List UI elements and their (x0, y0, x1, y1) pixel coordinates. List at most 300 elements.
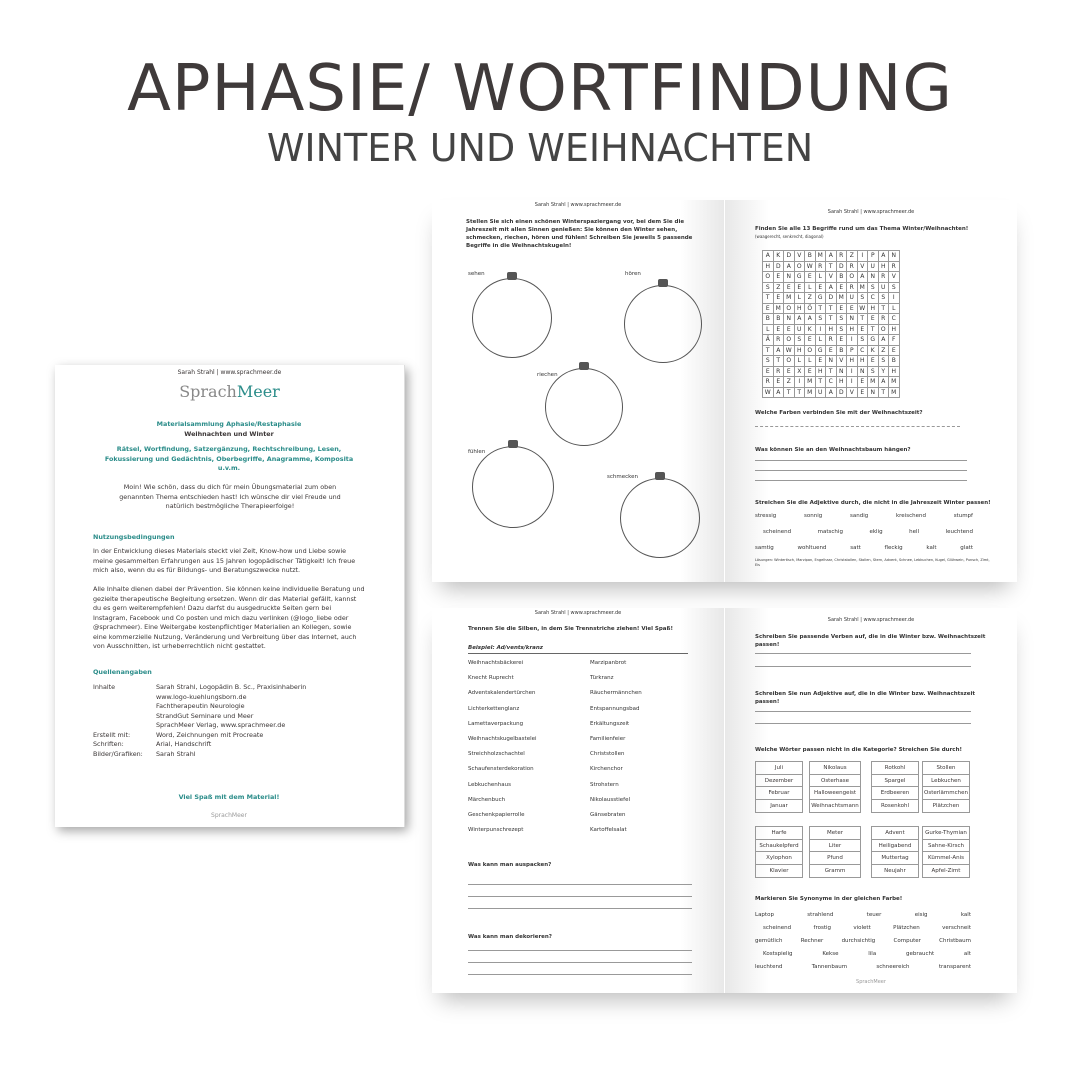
syllable-word: Weihnachtskugelbastelei (468, 736, 537, 743)
ornament-circle (472, 446, 554, 528)
grid-cell: O (847, 272, 858, 283)
category-word: Pfund (810, 852, 860, 865)
synonym-word: Rechner (800, 938, 824, 944)
adjective-word: samtig (755, 545, 774, 551)
grid-cell: L (815, 335, 826, 346)
syllable-word: Kirchenchor (590, 766, 623, 773)
instruction: Finden Sie alle 13 Begriffe rund um das Thema Winter/Weihnachten! (755, 226, 969, 232)
grid-cell: H (889, 324, 900, 335)
syllable-word: Marzipanbrot (590, 660, 627, 666)
grid-cell: Z (847, 251, 858, 262)
grid-cell: A (826, 251, 837, 262)
grid-row (763, 335, 900, 346)
cover-page (55, 365, 405, 827)
synonym-word: gemütlich (755, 938, 783, 944)
grid-cell: O (763, 272, 774, 283)
source-key (93, 712, 156, 722)
question-unwrap: Was kann man auspacken? (468, 862, 552, 868)
category-word: Weihnachtsmann (811, 802, 859, 809)
grid-cell: T (763, 293, 774, 304)
grid-cell: G (815, 345, 826, 356)
grid-cell: L (889, 303, 900, 314)
grid-cell: S (857, 335, 868, 346)
synonym-word: alt (963, 951, 971, 957)
grid-cell: H (868, 303, 879, 314)
category-word: Neujahr (884, 867, 906, 874)
topics-list: Rätsel, Wortfindung, Satzergänzung, Rechtschreibung, Lesen, Fokussierung und Gedächtnis, Oberbegriffe, Anagramme, Komposita u.v.m. (104, 445, 354, 472)
grid-cell: E (836, 303, 847, 314)
grid-cell: E (794, 282, 805, 293)
adjective-word: sonnig (804, 513, 823, 519)
book-spread-1 (432, 200, 1017, 582)
answer-line[interactable] (468, 950, 692, 951)
syllable-word: Knecht Ruprecht (468, 675, 514, 682)
syllable-column-1 (468, 656, 588, 838)
grid-cell: H (763, 261, 774, 272)
adjective-row (755, 528, 973, 536)
grid-cell: M (857, 282, 868, 293)
logo-part-b: Meer (236, 382, 280, 401)
question-decorate: Was kann man dekorieren? (468, 934, 552, 940)
synonym-row (755, 948, 971, 961)
grid-row (763, 345, 900, 356)
adjective-word: satt (850, 545, 861, 551)
grid-cell: A (878, 377, 889, 388)
terms-title: Nutzungsbedingungen (93, 533, 175, 541)
category-word: Halloweengeist (810, 787, 860, 800)
grid-cell: T (815, 377, 826, 388)
category-box (922, 826, 970, 878)
terms-paragraph-1: In der Entwicklung dieses Materials steckt viel Zeit, Know-how und Liebe sowie meine gesammelten Erfahrungen aus 15 Jahren logopädischer Tätigkeit! Ich freue mich also, wenn du es für Bildungs- und Beratungszwecke nutzt. (93, 547, 356, 574)
category-word: Muttertag (872, 852, 918, 865)
grid-cell: E (836, 335, 847, 346)
category-box (809, 826, 861, 878)
grid-cell: M (815, 251, 826, 262)
sense-label-sehen: sehen (468, 271, 485, 277)
adjective-word: leuchtend (945, 529, 973, 535)
adjective-row (755, 512, 973, 520)
category-word: Lebkuchen (923, 775, 969, 788)
grid-cell: Ö (805, 303, 816, 314)
grid-cell: T (763, 345, 774, 356)
adjective-word: eklig (869, 529, 883, 535)
grid-cell: H (815, 366, 826, 377)
grid-cell: S (878, 356, 889, 367)
category-word: Liter (810, 840, 860, 853)
footer-logo: SprachMeer (211, 812, 247, 819)
category-word: Januar (770, 802, 788, 809)
adjective-word: matschig (817, 529, 843, 535)
source-key (93, 721, 156, 731)
syllable-word: Nikolausstiefel (590, 796, 631, 803)
grid-cell: N (826, 356, 837, 367)
synonym-word: kalt (960, 912, 971, 918)
category-box (871, 826, 919, 878)
ornament-circle (545, 368, 623, 446)
adjective-word: stressig (755, 513, 777, 519)
synonym-word: lila (868, 951, 877, 957)
synonym-word: gebraucht (905, 951, 935, 957)
adjective-word: wohltuend (797, 545, 827, 551)
synonym-word: verschneit (942, 925, 971, 931)
grid-cell: S (815, 314, 826, 325)
syllable-word: Erkältungszeit (590, 720, 630, 727)
grid-cell: S (836, 314, 847, 325)
grid-cell: N (868, 272, 879, 283)
grid-cell: R (826, 335, 837, 346)
synonym-word: durchsichtig (841, 938, 876, 944)
synonym-word: Kostspielig (763, 951, 793, 957)
source-key: Inhalte (93, 683, 116, 691)
grid-cell: S (836, 324, 847, 335)
grid-row (763, 251, 900, 262)
word-search-grid (762, 250, 900, 398)
grid-cell: R (763, 377, 774, 388)
grid-cell: C (868, 293, 879, 304)
instruction-note: (waagerecht, senkrecht, diagonal) (755, 234, 824, 239)
page-header: Sarah Strahl | www.sprachmeer.de (534, 610, 622, 616)
category-word: Juli (756, 762, 802, 775)
grid-cell: E (857, 377, 868, 388)
grid-cell: V (826, 272, 837, 283)
grid-cell: V (889, 272, 900, 283)
answer-line[interactable] (755, 426, 960, 427)
grid-cell: O (794, 261, 805, 272)
grid-cell: K (868, 345, 879, 356)
page-winter-senses (432, 200, 724, 582)
grid-cell: D (836, 261, 847, 272)
adjective-word: glatt (960, 545, 973, 551)
syllable-column-2 (590, 656, 700, 838)
grid-cell: E (784, 366, 795, 377)
grid-row (763, 377, 900, 388)
grid-cell: I (794, 377, 805, 388)
grid-cell: E (773, 324, 784, 335)
grid-cell: H (826, 324, 837, 335)
ornament-circle (620, 478, 700, 558)
category-box (922, 761, 970, 813)
grid-cell: E (815, 356, 826, 367)
category-word: Rosenkohl (880, 802, 910, 809)
grid-cell: T (878, 303, 889, 314)
category-word: Schaukelpferd (756, 840, 802, 853)
category-word: Rotkohl (872, 762, 918, 775)
syllable-word: Gänsebraten (590, 812, 626, 819)
page-syllables (432, 608, 724, 993)
grid-cell: G (815, 293, 826, 304)
syllable-word: Kartoffelsalat (590, 827, 627, 834)
grid-cell: W (784, 345, 795, 356)
answer-line[interactable] (755, 460, 967, 461)
question-synonyms: Markieren Sie Synonyme in der gleichen Farbe! (755, 896, 903, 902)
divider (468, 653, 688, 654)
synonym-word: frostig (813, 925, 831, 931)
category-word: Advent (872, 827, 918, 840)
syllable-word: Lichterkettenglanz (468, 705, 520, 712)
grid-cell: G (868, 335, 879, 346)
category-word: Klavier (769, 867, 789, 874)
grid-cell: E (889, 345, 900, 356)
greeting-text: Moin! Wie schön, dass du dich für mein Übungsmaterial zum oben genannten Thema entschieden hast! Ich wünsche dir viel Freude und natürlich bestmögliche Therapieerfolge! (119, 483, 341, 510)
question-adjectives: Schreiben Sie nun Adjektive auf, die in die Winter bzw. Weihnachtszeit passen! (755, 691, 975, 705)
grid-cell: P (868, 251, 879, 262)
grid-cell: A (826, 282, 837, 293)
ornament-cap (655, 472, 665, 480)
source-key: Erstellt mit: (93, 730, 131, 739)
category-word: Februar (756, 787, 802, 800)
grid-cell: N (857, 366, 868, 377)
solution-text: Lösungen: Wintertisch, Marzipan, Engelhaar, Christstollen, Stollen, Stern, Advent, Schnee, Lebkuchen, Kugel, Glühwein, Punsch, Zimt, Eis (755, 558, 990, 567)
grid-cell: I (857, 251, 868, 262)
grid-cell: W (763, 387, 774, 398)
answer-line[interactable] (468, 896, 692, 897)
grid-cell: N (836, 366, 847, 377)
grid-cell: Z (773, 282, 784, 293)
grid-cell: B (836, 272, 847, 283)
material-line: Materialsammlung Aphasie/Restaphasie (156, 420, 302, 428)
grid-cell: N (784, 314, 795, 325)
synonym-word: strahlend (807, 912, 834, 918)
grid-cell: E (763, 366, 774, 377)
synonym-row (755, 961, 971, 974)
grid-cell: R (773, 366, 784, 377)
source-row (93, 731, 365, 741)
subtitle: WINTER UND WEIHNACHTEN (266, 126, 814, 170)
ornament-circle (472, 278, 552, 358)
category-word: Plätzchen (932, 802, 960, 809)
grid-cell: X (794, 366, 805, 377)
grid-cell: H (794, 303, 805, 314)
grid-cell: E (805, 335, 816, 346)
answer-line[interactable] (755, 666, 971, 667)
grid-cell: W (805, 261, 816, 272)
logo (55, 382, 404, 401)
grid-cell: T (773, 356, 784, 367)
answer-line[interactable] (755, 470, 967, 471)
grid-cell: N (847, 314, 858, 325)
grid-cell: C (826, 377, 837, 388)
category-word: Stollen (923, 762, 969, 775)
ornament-circle (624, 285, 702, 363)
question-adjectives: Streichen Sie die Adjektive durch, die nicht in die Jahreszeit Winter passen! (755, 500, 991, 506)
grid-cell: R (889, 261, 900, 272)
grid-cell: B (836, 345, 847, 356)
grid-cell: K (805, 324, 816, 335)
grid-cell: S (878, 293, 889, 304)
source-row (93, 750, 365, 760)
grid-cell: R (836, 251, 847, 262)
source-key (93, 693, 156, 703)
answer-line[interactable] (755, 480, 967, 481)
grid-cell: A (784, 261, 795, 272)
grid-cell: L (794, 293, 805, 304)
grid-cell: U (815, 387, 826, 398)
page-header: Sarah Strahl | www.sprachmeer.de (534, 202, 622, 208)
grid-cell: R (773, 335, 784, 346)
grid-cell: T (857, 314, 868, 325)
grid-cell: E (784, 324, 795, 335)
grid-cell: Z (878, 345, 889, 356)
synonym-word: Christbaum (939, 938, 971, 944)
answer-line[interactable] (755, 723, 971, 724)
grid-cell: T (826, 261, 837, 272)
grid-cell: E (836, 282, 847, 293)
adjective-list (755, 512, 973, 560)
source-row (93, 683, 365, 693)
grid-cell: R (878, 272, 889, 283)
grid-cell: S (763, 282, 774, 293)
category-box (809, 761, 861, 813)
logo-part-a: Sprach (179, 382, 237, 401)
grid-cell: O (784, 335, 795, 346)
category-word: Erdbeeren (872, 787, 918, 800)
grid-cell: B (805, 251, 816, 262)
grid-cell: D (826, 293, 837, 304)
grid-cell: E (805, 272, 816, 283)
question-verbs: Schreiben Sie passende Verben auf, die in die Winter bzw. Weihnachtszeit passen! (755, 634, 986, 648)
grid-cell: V (847, 387, 858, 398)
grid-cell: A (773, 345, 784, 356)
page-header: Sarah Strahl | www.sprachmeer.de (177, 369, 282, 376)
grid-cell: S (868, 282, 879, 293)
grid-cell: D (784, 251, 795, 262)
answer-line[interactable] (755, 653, 971, 654)
grid-cell: S (857, 293, 868, 304)
adjective-word: kalt (926, 545, 937, 551)
category-box (871, 761, 919, 813)
category-box (755, 761, 803, 813)
source-row (93, 693, 365, 703)
grid-cell: E (805, 366, 816, 377)
page-header: Sarah Strahl | www.sprachmeer.de (827, 617, 915, 623)
synonym-word: transparent (938, 964, 971, 970)
synonym-word: schneereich (876, 964, 910, 970)
grid-cell: L (805, 282, 816, 293)
answer-line[interactable] (468, 908, 692, 909)
grid-cell: W (857, 303, 868, 314)
grid-cell: T (826, 366, 837, 377)
source-value: Sarah Strahl (156, 749, 196, 758)
syllable-word: Adventskalendertürchen (468, 690, 536, 697)
category-word: Gurke-Thymian (923, 827, 969, 840)
grid-row (763, 272, 900, 283)
grid-cell: A (857, 272, 868, 283)
grid-cell: E (857, 324, 868, 335)
ornament-cap (508, 440, 518, 448)
grid-cell: K (773, 251, 784, 262)
grid-cell: E (868, 314, 879, 325)
grid-cell: S (763, 356, 774, 367)
syllable-word: Familienfeier (590, 736, 626, 743)
grid-cell: I (847, 377, 858, 388)
category-word: Meter (810, 827, 860, 840)
answer-line[interactable] (468, 974, 692, 975)
grid-cell: M (868, 377, 879, 388)
answer-line[interactable] (468, 962, 692, 963)
grid-cell: T (868, 324, 879, 335)
source-key: Schriften: (93, 740, 124, 748)
grid-cell: T (826, 303, 837, 314)
adjective-word: fleckig (884, 545, 903, 551)
source-value: StrandGut Seminare und Meer (156, 711, 254, 720)
grid-cell: G (794, 272, 805, 283)
category-word: Apfel-Zimt (931, 867, 961, 874)
category-word: Spargel (872, 775, 918, 788)
grid-cell: L (805, 356, 816, 367)
question-categories: Welche Wörter passen nicht in die Kategorie? Streichen Sie durch! (755, 747, 962, 753)
sense-label-schmecken: schmecken (607, 474, 638, 480)
ornament-cap (579, 362, 589, 370)
grid-cell: U (868, 261, 879, 272)
sources-list (93, 683, 365, 759)
grid-cell: E (773, 272, 784, 283)
source-value: www.logo-kuehlungsborn.de (156, 692, 247, 701)
syllable-word: Weihnachtsbäckerei (468, 660, 524, 666)
syllable-word: Türkranz (590, 675, 614, 682)
answer-line[interactable] (468, 884, 692, 885)
grid-cell: C (857, 345, 868, 356)
grid-cell: O (805, 345, 816, 356)
category-word: Osterhase (810, 775, 860, 788)
synonym-word: violett (853, 925, 871, 931)
category-box (755, 826, 803, 878)
synonym-row (755, 922, 971, 935)
grid-cell: E (857, 387, 868, 398)
grid-cell: T (878, 387, 889, 398)
adjective-word: scheinend (763, 529, 792, 535)
question-tree: Was können Sie an den Weihnachtsbaum hängen? (755, 447, 911, 453)
grid-cell: I (847, 335, 858, 346)
source-row (93, 721, 365, 731)
syllable-word: Entspannungsbad (590, 705, 640, 712)
grid-row (763, 303, 900, 314)
syllable-word: Geschenkpapierrolle (468, 812, 525, 819)
grid-cell: N (868, 387, 879, 398)
grid-cell: H (836, 377, 847, 388)
instruction: Trennen Sie die Silben, in dem Sie Trennstriche ziehen! Viel Spaß! (468, 626, 673, 632)
grid-row (763, 356, 900, 367)
grid-cell: T (815, 303, 826, 314)
synonym-row (755, 935, 971, 948)
syllable-word: Lebkuchenhaus (468, 781, 511, 788)
syllable-word: Streichholzschachtel (468, 751, 525, 758)
category-word: Heiligabend (872, 840, 918, 853)
page-header: Sarah Strahl | www.sprachmeer.de (827, 209, 915, 215)
topic-line: Weihnachten und Winter (184, 430, 274, 438)
grid-row (763, 324, 900, 335)
syllable-word: Märchenbuch (468, 796, 506, 803)
adjective-word: hell (909, 529, 920, 535)
grid-cell: H (847, 324, 858, 335)
question-colors: Welche Farben verbinden Sie mit der Weihnachtszeit? (755, 410, 923, 416)
source-key (93, 702, 156, 712)
answer-line[interactable] (755, 711, 971, 712)
grid-cell: V (857, 261, 868, 272)
grid-cell: C (889, 314, 900, 325)
grid-cell: B (763, 314, 774, 325)
grid-cell: B (889, 356, 900, 367)
grid-cell: P (847, 345, 858, 356)
ornament-cap (658, 279, 668, 287)
grid-cell: M (836, 293, 847, 304)
grid-cell: A (826, 387, 837, 398)
grid-cell: E (815, 282, 826, 293)
grid-cell: T (826, 314, 837, 325)
adjective-word: stumpf (953, 513, 973, 519)
grid-cell: E (784, 282, 795, 293)
grid-cell: M (889, 377, 900, 388)
grid-cell: U (878, 282, 889, 293)
